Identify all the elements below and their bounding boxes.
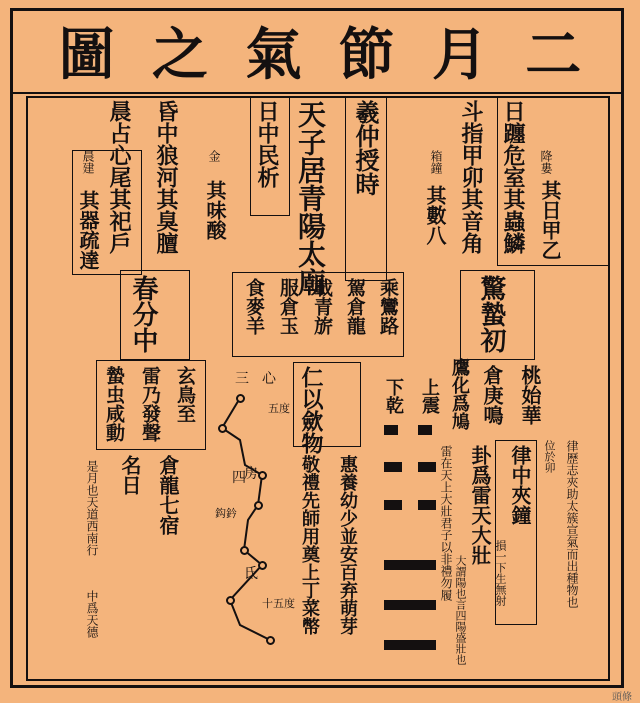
yao-1 [384, 425, 398, 435]
hui-text: 惠養幼少並安百弃萌芽 [337, 455, 358, 635]
lv-text: 律歷志夾助太簇宣氣而出種物也 [565, 440, 579, 608]
yuezhong-text: 律中夾鐘 [508, 445, 532, 525]
ride-5: 食麥羊 [243, 278, 265, 335]
tianzi-text: 天子居青陽太廟 [294, 100, 327, 296]
ride-2: 駕倉龍 [344, 278, 366, 335]
hun-text: 昏中狼河其臭膻 [153, 100, 179, 254]
zhe-text: 蟄虫咸動 [103, 366, 125, 442]
yuezhong-note: 損一下生無射 [494, 540, 507, 606]
sun-text-2: 其日甲乙 [538, 180, 562, 260]
shi-text: 是月也天道西南行 [85, 460, 99, 556]
qinglong-text: 倉龍七宿 [156, 455, 180, 535]
dou-note: 箱鐘 [429, 150, 443, 174]
star-7 [226, 596, 235, 605]
watermark: 頭條 [612, 692, 632, 703]
star-label-6: 鈎鈐 [215, 507, 237, 520]
ren-text: 仁以歛物 [298, 366, 324, 454]
yuezhong-box [495, 440, 537, 625]
star-label-5: 四 [232, 470, 246, 486]
jing-text: 敬禮先師用奠上丁菜幣 [299, 455, 320, 635]
lv-note: 位於卯 [543, 440, 556, 473]
star-5 [240, 546, 249, 555]
dou-text-2: 其數八 [423, 185, 447, 245]
chunfen-text: 春分中 [128, 275, 158, 353]
star-8 [266, 636, 275, 645]
chen-note: 晨建 [81, 150, 95, 174]
gua-text: 卦爲雷天大壯 [468, 445, 492, 565]
yao-2b [418, 462, 436, 472]
yao-2 [384, 462, 402, 472]
zhongwei-text: 中爲天德 [85, 590, 99, 638]
gua-note: 大謂陽也言四陽盛壯也 [454, 555, 467, 665]
yao-3b [418, 500, 436, 510]
lei2-text: 雷在天上大壯君子以非禮勿履 [439, 445, 453, 601]
tri-top: 上震 [419, 378, 440, 414]
star-label-1: 三 [235, 371, 249, 387]
chen-text: 晨占心尾其祀戶 [106, 100, 132, 254]
ride-1: 乘鸞路 [377, 278, 399, 335]
tao-text: 桃始華 [518, 365, 542, 425]
yao-3 [384, 500, 402, 510]
sun-text: 日躔危室其蟲鱗 [500, 100, 526, 254]
sun-note: 降婁 [539, 150, 553, 174]
yao-1b [418, 425, 432, 435]
yao-4 [384, 560, 436, 570]
title-char-2: 之 [151, 22, 208, 88]
xi-text: 羲仲授時 [351, 100, 380, 196]
star-label-4: 房 [244, 466, 258, 482]
dou-text: 斗指甲卯其音角 [458, 100, 484, 254]
star-3 [258, 471, 267, 480]
star-label-7: 氐 [244, 566, 258, 582]
star-4 [254, 501, 263, 510]
jingzhe-text: 驚蟄初 [476, 275, 506, 353]
star-label-8: 十五度 [262, 597, 295, 610]
hun-note: 金 [207, 150, 221, 162]
title-char-5: 月 [431, 22, 488, 88]
star-1 [236, 394, 245, 403]
mingri-text: 名日 [118, 455, 142, 495]
ying-text: 鷹化爲鳩 [449, 358, 470, 430]
star-6 [258, 561, 267, 570]
yao-5 [384, 600, 436, 610]
cang-text: 倉庚鳴 [480, 365, 504, 425]
tri-bot: 下乾 [383, 378, 404, 414]
star-label-2: 心 [262, 371, 276, 387]
star-label-3: 五度 [268, 402, 290, 415]
hun-text-2: 其味酸 [203, 180, 227, 240]
star-2 [218, 424, 227, 433]
title-char-3: 氣 [245, 22, 302, 88]
lei-text: 雷乃發聲 [139, 366, 161, 442]
ride-4: 服倉玉 [277, 278, 299, 335]
title-char-4: 節 [338, 22, 395, 88]
ride-3: 載青旂 [311, 278, 333, 335]
title-char-6: 二 [525, 22, 582, 88]
title-char-1: 圖 [58, 22, 115, 88]
yao-6 [384, 640, 436, 650]
chen-text-2: 其器疏達 [76, 190, 100, 270]
xuanniao-text: 玄鳥至 [174, 366, 196, 423]
ri-text: 日中民析 [254, 100, 280, 188]
